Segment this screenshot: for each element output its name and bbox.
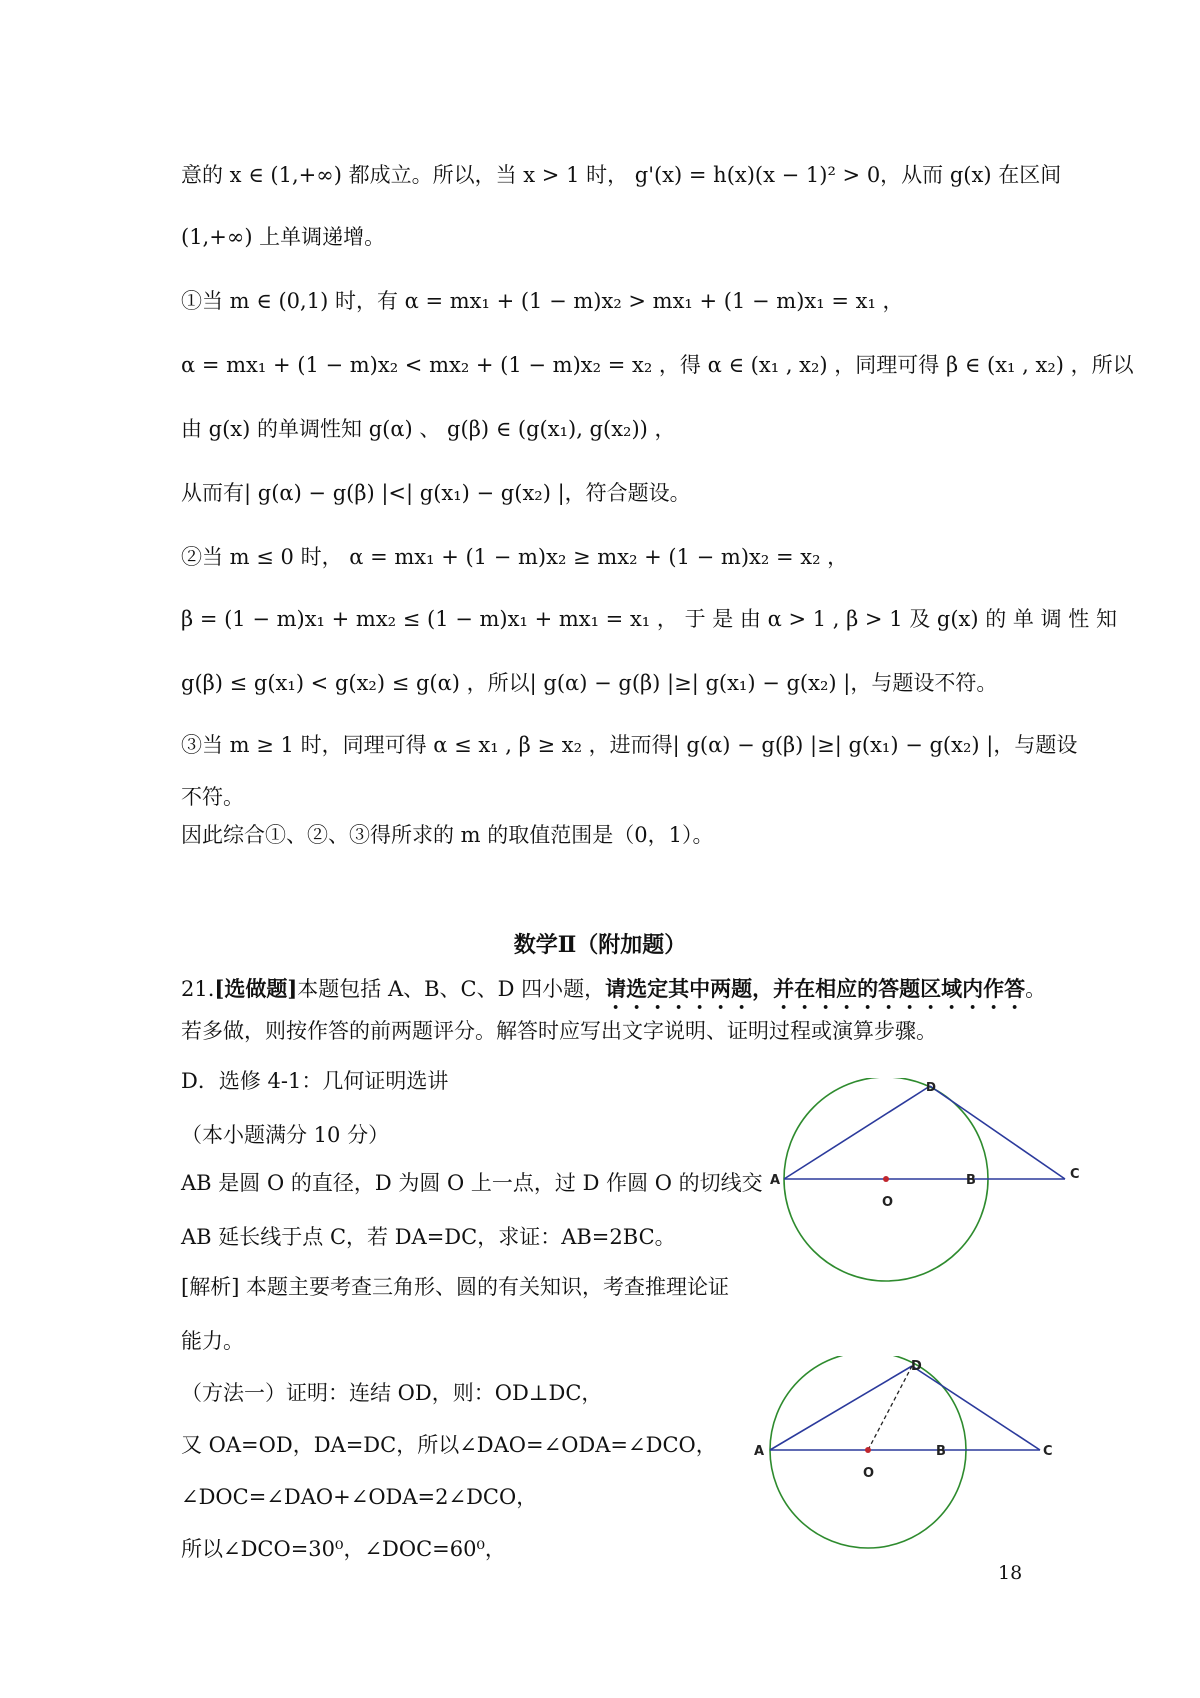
label-b-2: B (936, 1444, 946, 1459)
line-ad-2 (770, 1366, 912, 1450)
question-21-line2: 若多做，则按作答的前两题评分。解答时应写出文字说明、证明过程或演算步骤。 (181, 1019, 937, 1043)
label-o-1: O (882, 1195, 894, 1210)
question-tag: [选做题] (214, 976, 298, 1001)
label-a-2: A (754, 1444, 765, 1459)
label-c-2: C (1043, 1444, 1053, 1459)
text-line-4: α = mx₁ + (1 − m)x₂ < mx₂ + (1 − m)x₂ = x₂ ，得 α ∈ (x₁ , x₂) ，同理可得 β ∈ (x₁ , x₂) ，所以 (181, 353, 1134, 377)
page-number: 18 (998, 1562, 1023, 1584)
text-line-8: β = (1 − m)x₁ + mx₂ ≤ (1 − m)x₁ + mx₁ = x₁ ， 于 是 由 α > 1 , β > 1 及 g(x) 的 单 调 性 知 (181, 607, 1117, 631)
line-ad-1 (784, 1086, 930, 1179)
partD-analysis-1: [解析] 本题主要考查三角形、圆的有关知识，考查推理论证 (181, 1275, 730, 1299)
partD-title: D．选修 4-1：几何证明选讲 (181, 1069, 449, 1093)
question-emphasis: 请选定其中两题，并在相应的答题区域内作答 (605, 976, 1026, 1001)
label-c-1: C (1070, 1167, 1080, 1182)
text-line-7: ②当 m ≤ 0 时， α = mx₁ + (1 − m)x₂ ≥ mx₂ + (1 − m)x₂ = x₂ ， (181, 545, 849, 569)
text-line-5: 由 g(x) 的单调性知 g(α) 、 g(β) ∈ (g(x₁), g(x₂)) ， (181, 417, 676, 441)
text-line-10: ③当 m ≥ 1 时，同理可得 α ≤ x₁ , β ≥ x₂ ，进而得| g(α) − g(β) |≥| g(x₁) − g(x₂) |，与题设 (181, 733, 1078, 757)
question-number: 21. (181, 977, 215, 1001)
text-line-1: 意的 x ∈ (1,+∞) 都成立。所以，当 x > 1 时， g'(x) = h(x)(x − 1)² > 0，从而 g(x) 在区间 (181, 163, 1062, 187)
text-line-9: g(β) ≤ g(x₁) < g(x₂) ≤ g(α) ，所以| g(α) − g(β) |≥| g(x₁) − g(x₂) |，与题设不符。 (181, 671, 998, 695)
question-end: 。 (1025, 977, 1047, 1001)
text-line-6: 从而有| g(α) − g(β) |<| g(x₁) − g(x₂) |，符合题设。 (181, 481, 691, 505)
partD-proof-1: （方法一）证明：连结 OD，则：OD⊥DC， (181, 1381, 603, 1405)
partD-proof-2: 又 OA=OD，DA=DC，所以∠DAO=∠ODA=∠DCO， (181, 1433, 717, 1457)
label-o-2: O (863, 1466, 875, 1481)
geometry-figure-2 (752, 1356, 1082, 1568)
center-point-2 (865, 1447, 871, 1453)
line-dc-2 (912, 1366, 1040, 1450)
partD-proof-3: ∠DOC=∠DAO+∠ODA=2∠DCO， (181, 1485, 538, 1509)
section-title: 数学Ⅱ（附加题） (513, 932, 687, 958)
text-line-12: 因此综合①、②、③得所求的 m 的取值范围是（0，1）。 (181, 823, 714, 847)
label-d-2: D (911, 1359, 922, 1374)
label-d-1: D (926, 1079, 936, 1094)
geometry-figure-1 (770, 1078, 1090, 1288)
text-line-2: (1,+∞) 上单调递增。 (181, 225, 386, 249)
partD-score: （本小题满分 10 分） (181, 1123, 390, 1147)
center-point-1 (883, 1176, 889, 1182)
partD-analysis-2: 能力。 (181, 1329, 244, 1353)
question-text: 本题包括 A、B、C、D 四小题， (297, 977, 606, 1001)
partD-proof-4: 所以∠DCO=30⁰，∠DOC=60⁰， (181, 1537, 506, 1561)
partD-problem-1: AB 是圆 O 的直径，D 为圆 O 上一点，过 D 作圆 O 的切线交 (181, 1171, 763, 1195)
text-line-3: ①当 m ∈ (0,1) 时，有 α = mx₁ + (1 − m)x₂ > mx₁ + (1 − m)x₁ = x₁ ， (181, 289, 904, 313)
partD-problem-2: AB 延长线于点 C，若 DA=DC，求证：AB=2BC。 (181, 1225, 676, 1249)
label-b-1: B (966, 1173, 976, 1188)
label-a-1: A (770, 1173, 781, 1188)
text-line-11: 不符。 (181, 785, 244, 809)
line-dc-1 (930, 1086, 1065, 1179)
question-21-line1 (181, 974, 1046, 1014)
